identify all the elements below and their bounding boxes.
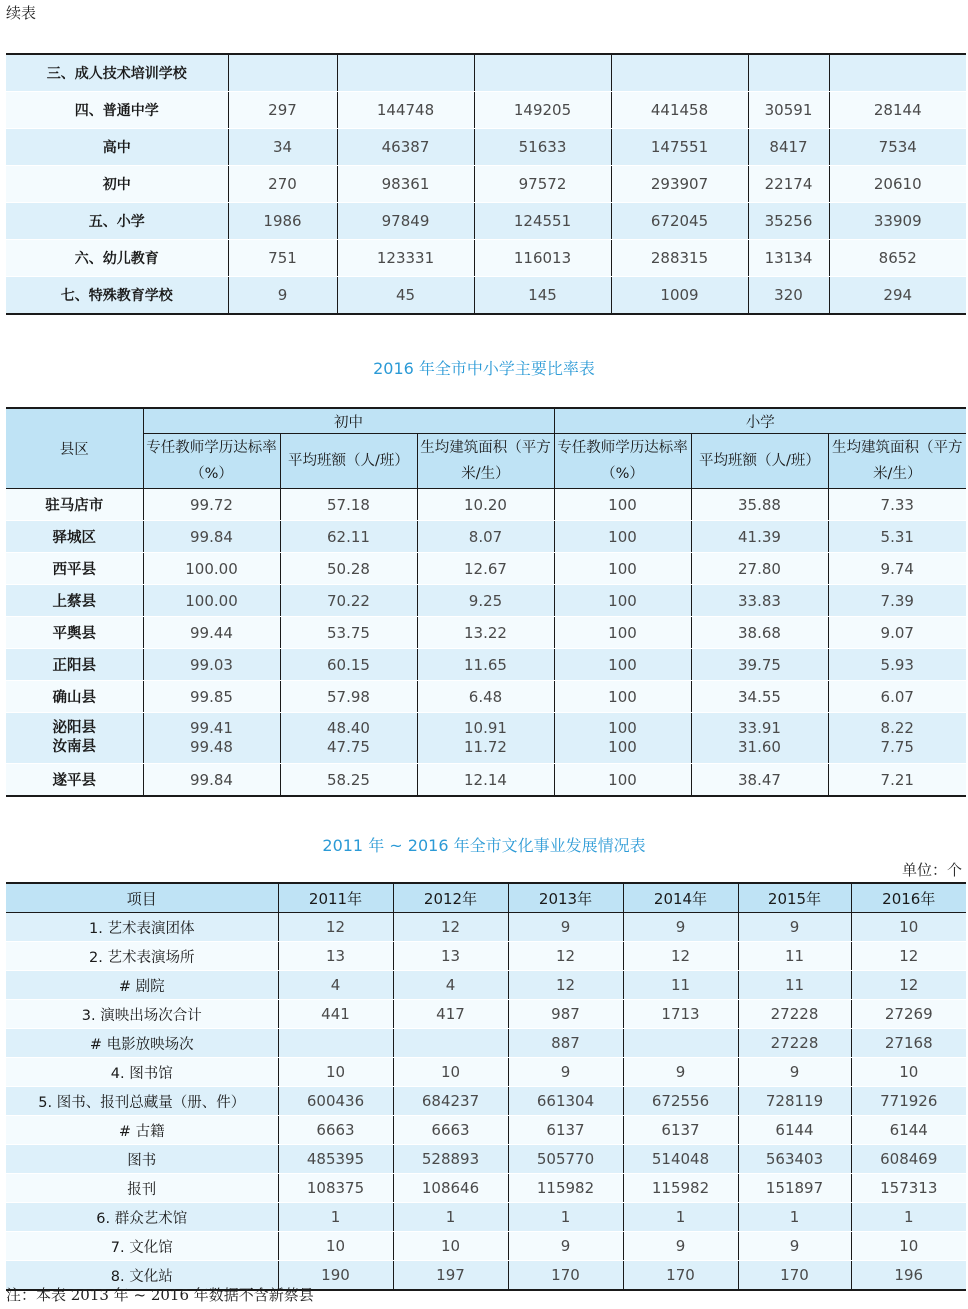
table-cell: 6.07 — [828, 681, 966, 713]
table-cell: 57.98 — [280, 681, 417, 713]
table-row — [6, 585, 966, 617]
table-cell: 115982 — [508, 1174, 623, 1203]
table-row — [6, 1000, 966, 1029]
table-cell: 9 — [738, 1232, 851, 1261]
table-cell: 1 — [393, 1203, 508, 1232]
table-row — [6, 489, 966, 521]
table-cell — [554, 713, 691, 764]
table-cell: 1009 — [611, 277, 748, 315]
table-cell: 887 — [508, 1029, 623, 1058]
continued-label: 续表 — [6, 4, 37, 22]
row-label: 七、特殊教育学校 — [6, 277, 228, 315]
table-cell: 600436 — [278, 1087, 393, 1116]
table-cell: 28144 — [829, 92, 966, 129]
sub-header: 平均班额（人/班） — [280, 434, 417, 489]
table-row — [6, 1029, 966, 1058]
sub-header: 生均建筑面积（平方米/生） — [828, 434, 966, 489]
table-cell: 672045 — [611, 203, 748, 240]
table-cell: 608469 — [851, 1145, 966, 1174]
table-cell: 12 — [393, 913, 508, 942]
table-cell: 771926 — [851, 1087, 966, 1116]
table-cell: 10 — [851, 1058, 966, 1087]
table-cell — [337, 54, 474, 92]
table-cell: 10.20 — [417, 489, 554, 521]
table-cell: 190 — [278, 1261, 393, 1291]
table-cell: 27228 — [738, 1029, 851, 1058]
table-row — [6, 277, 966, 315]
table-cell: 149205 — [474, 92, 611, 129]
table-cell: 10 — [278, 1232, 393, 1261]
table-cell: 320 — [748, 277, 829, 315]
table-cell: 661304 — [508, 1087, 623, 1116]
table-cell: 12 — [278, 913, 393, 942]
table-cell: 100 — [554, 553, 691, 585]
row-label: 报刊 — [6, 1174, 278, 1203]
table-cell: 7.39 — [828, 585, 966, 617]
table-cell: 6.48 — [417, 681, 554, 713]
table-cell: 33.83 — [691, 585, 828, 617]
table-cell: 35.88 — [691, 489, 828, 521]
row-label: 3. 演映出场次合计 — [6, 1000, 278, 1029]
table-cell: 147551 — [611, 129, 748, 166]
row-label: 4. 图书馆 — [6, 1058, 278, 1087]
column-header: 2011年 — [278, 883, 393, 913]
table-cell: 9 — [623, 1232, 738, 1261]
table-cell — [474, 54, 611, 92]
table-row — [6, 553, 966, 585]
table-row — [6, 1058, 966, 1087]
row-label: 5. 图书、报刊总藏量（册、件） — [6, 1087, 278, 1116]
table-cell: 8417 — [748, 129, 829, 166]
table-cell: 53.75 — [280, 617, 417, 649]
table-cell: 528893 — [393, 1145, 508, 1174]
table-cell: 485395 — [278, 1145, 393, 1174]
footnote: 注：本表 2013 年 ~ 2016 年数据不含新蔡县 — [6, 1286, 314, 1304]
table-cell: 5.31 — [828, 521, 966, 553]
table-cell: 99.85 — [143, 681, 280, 713]
table-cell — [829, 54, 966, 92]
table-cell: 123331 — [337, 240, 474, 277]
table-cell: 9 — [508, 1232, 623, 1261]
table-cell: 13134 — [748, 240, 829, 277]
table-row — [6, 971, 966, 1000]
table-cell: 6144 — [851, 1116, 966, 1145]
column-header: 2012年 — [393, 883, 508, 913]
table-cell: 9 — [623, 1058, 738, 1087]
table-cell: 100 — [554, 681, 691, 713]
cell-line: 33.91 — [738, 719, 781, 737]
table-row — [6, 764, 966, 797]
table-cell: 1 — [508, 1203, 623, 1232]
table-cell: 505770 — [508, 1145, 623, 1174]
table-cell: 45 — [337, 277, 474, 315]
table-cell: 8652 — [829, 240, 966, 277]
table-cell: 987 — [508, 1000, 623, 1029]
table-cell: 51633 — [474, 129, 611, 166]
row-label-line: 汝南县 — [52, 739, 96, 755]
table-cell: 441 — [278, 1000, 393, 1029]
cell-line: 100 — [608, 738, 637, 756]
table-cell: 12.67 — [417, 553, 554, 585]
group-primary-header: 小学 — [554, 408, 966, 434]
table-cell: 12 — [623, 942, 738, 971]
table-cell: 9 — [738, 913, 851, 942]
table-cell: 39.75 — [691, 649, 828, 681]
table-cell: 1 — [851, 1203, 966, 1232]
row-label: 上蔡县 — [6, 585, 143, 617]
row-label: 西平县 — [6, 553, 143, 585]
table-cell: 41.39 — [691, 521, 828, 553]
table-cell: 9 — [623, 913, 738, 942]
table-cell: 144748 — [337, 92, 474, 129]
table-row — [6, 1116, 966, 1145]
table-cell: 27269 — [851, 1000, 966, 1029]
table-cell: 35256 — [748, 203, 829, 240]
row-label: 图书 — [6, 1145, 278, 1174]
row-label: 五、小学 — [6, 203, 228, 240]
row-label — [6, 713, 143, 764]
table-cell: 684237 — [393, 1087, 508, 1116]
table-cell: 57.18 — [280, 489, 417, 521]
row-label: 2. 艺术表演场所 — [6, 942, 278, 971]
table-cell: 124551 — [474, 203, 611, 240]
table-cell — [417, 713, 554, 764]
table-cell — [611, 54, 748, 92]
table-cell: 12 — [508, 942, 623, 971]
row-label: 1. 艺术表演团体 — [6, 913, 278, 942]
table-cell: 197 — [393, 1261, 508, 1291]
table-row — [6, 240, 966, 277]
table-row — [6, 713, 966, 764]
table-cell: 100.00 — [143, 553, 280, 585]
table-cell — [691, 713, 828, 764]
table-cell: 11 — [623, 971, 738, 1000]
cell-line: 47.75 — [327, 738, 370, 756]
table-cell: 100 — [554, 585, 691, 617]
table-cell: 12 — [851, 942, 966, 971]
cell-line: 8.22 — [880, 719, 914, 737]
table-cell: 100.00 — [143, 585, 280, 617]
table-row — [6, 681, 966, 713]
unit-label: 单位：个 — [901, 861, 962, 879]
table-cell: 100 — [554, 489, 691, 521]
table-cell: 70.22 — [280, 585, 417, 617]
table-row — [6, 129, 966, 166]
ratio-table — [6, 407, 966, 797]
column-header: 2016年 — [851, 883, 966, 913]
table-cell: 417 — [393, 1000, 508, 1029]
row-label: 6. 群众艺术馆 — [6, 1203, 278, 1232]
cell-line: 11.72 — [464, 738, 507, 756]
table-cell: 157313 — [851, 1174, 966, 1203]
table-cell — [278, 1029, 393, 1058]
cell-line: 7.75 — [880, 738, 914, 756]
table-cell: 1713 — [623, 1000, 738, 1029]
table-cell: 97849 — [337, 203, 474, 240]
table-cell: 62.11 — [280, 521, 417, 553]
table-cell: 60.15 — [280, 649, 417, 681]
table-cell: 9.74 — [828, 553, 966, 585]
row-label: # 剧院 — [6, 971, 278, 1000]
table-cell: 38.68 — [691, 617, 828, 649]
row-label: # 电影放映场次 — [6, 1029, 278, 1058]
table-cell: 4 — [393, 971, 508, 1000]
table-cell: 100 — [554, 649, 691, 681]
row-label: 遂平县 — [6, 764, 143, 797]
cell-line: 99.41 — [190, 719, 233, 737]
table-cell: 100 — [554, 764, 691, 797]
table-row — [6, 92, 966, 129]
culture-table — [6, 882, 966, 1291]
table-cell — [228, 54, 337, 92]
table-cell: 11 — [738, 942, 851, 971]
table-cell: 7534 — [829, 129, 966, 166]
table-cell: 10 — [393, 1232, 508, 1261]
table-cell: 7.33 — [828, 489, 966, 521]
table-cell: 97572 — [474, 166, 611, 203]
table-cell: 10 — [851, 1232, 966, 1261]
table-cell: 9 — [738, 1058, 851, 1087]
table-cell: 13.22 — [417, 617, 554, 649]
table-cell: 196 — [851, 1261, 966, 1291]
row-label-line: 泌阳县 — [52, 720, 96, 736]
table-cell: 6137 — [508, 1116, 623, 1145]
sub-header: 生均建筑面积（平方米/生） — [417, 434, 554, 489]
table-row — [6, 649, 966, 681]
table-cell: 99.84 — [143, 521, 280, 553]
row-label: # 古籍 — [6, 1116, 278, 1145]
cell-line: 100 — [608, 719, 637, 737]
row-label: 平舆县 — [6, 617, 143, 649]
table-row — [6, 942, 966, 971]
table-cell — [748, 54, 829, 92]
table-cell: 1 — [623, 1203, 738, 1232]
table3-caption: 2011 年 ~ 2016 年全市文化事业发展情况表 — [322, 836, 646, 855]
table-cell — [828, 713, 966, 764]
row-label: 驻马店市 — [6, 489, 143, 521]
table-cell: 12 — [851, 971, 966, 1000]
row-label: 高中 — [6, 129, 228, 166]
row-label: 初中 — [6, 166, 228, 203]
table-cell: 99.72 — [143, 489, 280, 521]
table-cell: 1986 — [228, 203, 337, 240]
column-header: 2015年 — [738, 883, 851, 913]
column-header: 项目 — [6, 883, 278, 913]
table-cell — [143, 713, 280, 764]
cell-line: 31.60 — [738, 738, 781, 756]
table-cell: 1 — [738, 1203, 851, 1232]
table-cell: 9 — [508, 913, 623, 942]
table-cell: 13 — [278, 942, 393, 971]
table-cell: 8.07 — [417, 521, 554, 553]
row-label: 确山县 — [6, 681, 143, 713]
table-cell: 151897 — [738, 1174, 851, 1203]
table-cell: 27168 — [851, 1029, 966, 1058]
table-cell: 170 — [508, 1261, 623, 1291]
table-cell: 13 — [393, 942, 508, 971]
table-cell: 9.25 — [417, 585, 554, 617]
table-cell: 9 — [508, 1058, 623, 1087]
table-cell: 99.84 — [143, 764, 280, 797]
table-cell: 514048 — [623, 1145, 738, 1174]
group-junior-header: 初中 — [143, 408, 554, 434]
table-row — [6, 617, 966, 649]
table-cell: 10 — [278, 1058, 393, 1087]
table-row — [6, 54, 966, 92]
table-cell: 99.44 — [143, 617, 280, 649]
table-cell: 294 — [829, 277, 966, 315]
table-cell — [623, 1029, 738, 1058]
table-cell: 100 — [554, 521, 691, 553]
row-label: 8. 文化站 — [6, 1261, 278, 1291]
table-row — [6, 1087, 966, 1116]
table-cell: 288315 — [611, 240, 748, 277]
table-cell: 297 — [228, 92, 337, 129]
table-cell: 4 — [278, 971, 393, 1000]
column-header: 2013年 — [508, 883, 623, 913]
table-cell: 270 — [228, 166, 337, 203]
table-row — [6, 1174, 966, 1203]
table-cell: 672556 — [623, 1087, 738, 1116]
table-cell: 22174 — [748, 166, 829, 203]
row-label: 正阳县 — [6, 649, 143, 681]
table-cell: 27.80 — [691, 553, 828, 585]
table-row — [6, 1232, 966, 1261]
table-cell: 34 — [228, 129, 337, 166]
table-cell: 33909 — [829, 203, 966, 240]
sub-header: 专任教师学历达标率（%） — [554, 434, 691, 489]
table-cell: 34.55 — [691, 681, 828, 713]
table2-caption: 2016 年全市中小学主要比率表 — [373, 359, 595, 378]
table-cell: 6144 — [738, 1116, 851, 1145]
table-cell: 7.21 — [828, 764, 966, 797]
table-cell: 6663 — [278, 1116, 393, 1145]
table-cell: 9.07 — [828, 617, 966, 649]
cell-line: 99.48 — [190, 738, 233, 756]
table-cell: 11.65 — [417, 649, 554, 681]
table-cell: 108375 — [278, 1174, 393, 1203]
table-cell: 11 — [738, 971, 851, 1000]
table-cell: 293907 — [611, 166, 748, 203]
table-row — [6, 1203, 966, 1232]
table-cell: 46387 — [337, 129, 474, 166]
sub-header: 专任教师学历达标率（%） — [143, 434, 280, 489]
table-cell: 728119 — [738, 1087, 851, 1116]
table-cell: 30591 — [748, 92, 829, 129]
column-header: 2014年 — [623, 883, 738, 913]
table-cell: 12 — [508, 971, 623, 1000]
row-label: 驿城区 — [6, 521, 143, 553]
table-cell: 6663 — [393, 1116, 508, 1145]
row-label: 三、成人技术培训学校 — [6, 54, 228, 92]
table-cell: 1 — [278, 1203, 393, 1232]
table-cell: 170 — [738, 1261, 851, 1291]
row-label: 四、普通中学 — [6, 92, 228, 129]
row-label: 7. 文化馆 — [6, 1232, 278, 1261]
county-header: 县区 — [6, 408, 143, 489]
table-cell: 170 — [623, 1261, 738, 1291]
table-cell: 6137 — [623, 1116, 738, 1145]
table-cell: 12.14 — [417, 764, 554, 797]
table-cell: 115982 — [623, 1174, 738, 1203]
table-cell — [393, 1029, 508, 1058]
table-cell: 441458 — [611, 92, 748, 129]
sub-header: 平均班额（人/班） — [691, 434, 828, 489]
row-label: 六、幼儿教育 — [6, 240, 228, 277]
table-cell: 5.93 — [828, 649, 966, 681]
table-row — [6, 203, 966, 240]
table-cell: 20610 — [829, 166, 966, 203]
table-cell: 58.25 — [280, 764, 417, 797]
table-row — [6, 521, 966, 553]
table-cell: 145 — [474, 277, 611, 315]
table-cell: 751 — [228, 240, 337, 277]
table-row — [6, 166, 966, 203]
education-stats-table — [6, 53, 966, 315]
cell-line: 10.91 — [464, 719, 507, 737]
table-cell: 38.47 — [691, 764, 828, 797]
table-cell: 98361 — [337, 166, 474, 203]
table-cell: 50.28 — [280, 553, 417, 585]
cell-line: 48.40 — [327, 719, 370, 737]
table-cell: 10 — [393, 1058, 508, 1087]
table-cell: 27228 — [738, 1000, 851, 1029]
table-row — [6, 913, 966, 942]
table-row — [6, 1145, 966, 1174]
table-cell: 108646 — [393, 1174, 508, 1203]
table-cell: 116013 — [474, 240, 611, 277]
table-cell: 100 — [554, 617, 691, 649]
table-cell: 99.03 — [143, 649, 280, 681]
table-cell: 10 — [851, 913, 966, 942]
table-cell: 9 — [228, 277, 337, 315]
table-cell — [280, 713, 417, 764]
table-cell: 563403 — [738, 1145, 851, 1174]
